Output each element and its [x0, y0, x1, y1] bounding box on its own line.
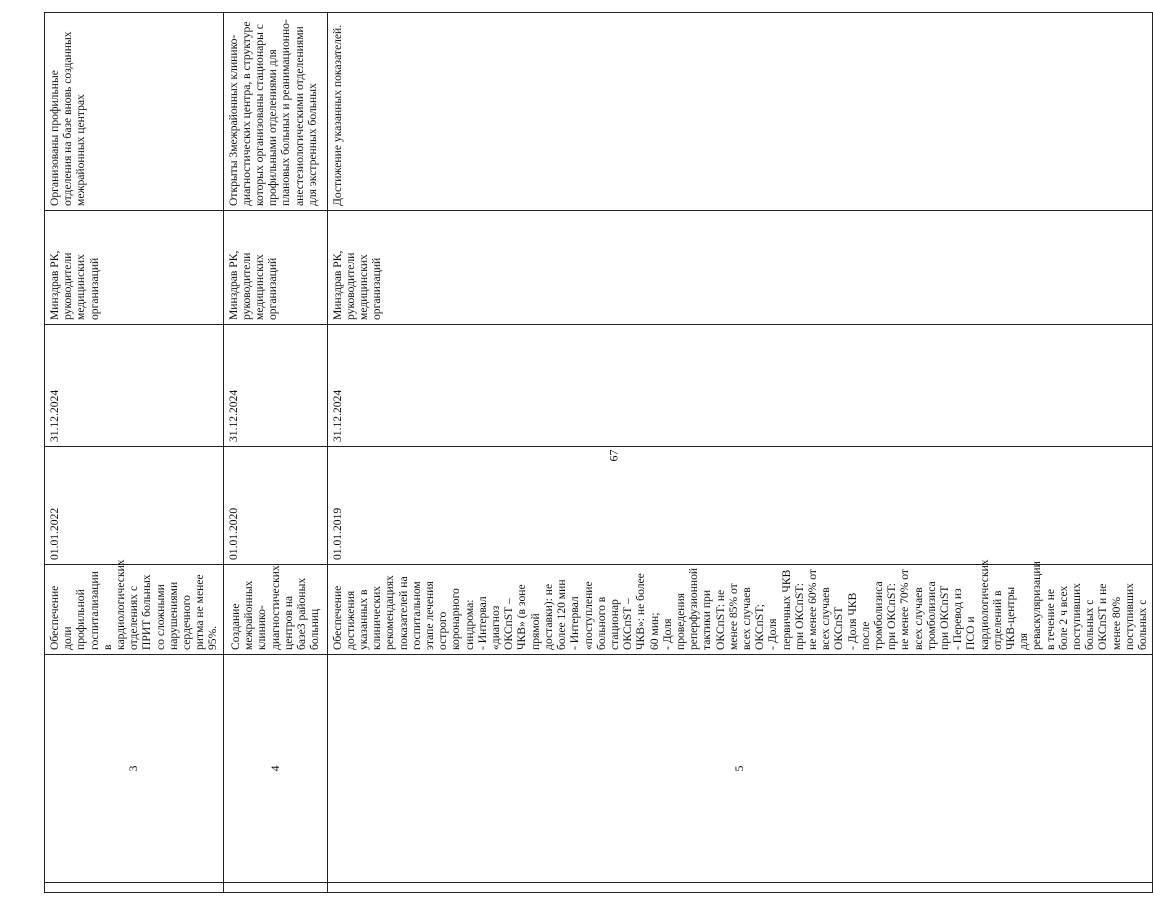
spacer-cell — [45, 883, 224, 893]
task-line: - Доля ЧКВ после тромболизиса при ОКСпST: не менее 70% от всех случаев тромболизиса при ОКСпST — [845, 569, 951, 650]
start-date-cell: 01.01.2022 — [45, 447, 224, 565]
table-row — [45, 13, 224, 893]
result-cell: Достижение указанных показателей. — [327, 13, 1153, 211]
table-row — [223, 13, 327, 893]
task-cell: Создание межрайонных клинико-диагностических центров на базе3 районых больниц — [223, 565, 327, 655]
end-date-cell: 31.12.2024 — [327, 325, 1153, 447]
task-line: Обеспечение достижения указанных в клинических рекомендациях показателей на госпитальном этапе лечения острого коронарного синдрома: — [330, 575, 476, 650]
page-number: 67 — [606, 449, 621, 462]
end-date-cell: 31.12.2024 — [45, 325, 224, 447]
spacer-cell — [327, 883, 1153, 893]
task-line: - Доля проведения реперфузионной тактики при ОКСпST: не менее 85% от всех случаев ОКСпST; — [660, 567, 767, 650]
responsible-cell: Минздрав РК, руководители медицинских организаций — [45, 211, 224, 325]
start-date-cell: 01.01.2020 — [223, 447, 327, 565]
rotated-table-sheet — [44, 13, 1150, 893]
task-cell: Обеспечение доли профильной госпитализации в кардиологических отделениях с ПРИТ больных со сложными нарушениями сердечного ритма не менее 95%. — [45, 565, 224, 655]
measures-table — [44, 12, 1153, 893]
task-cell — [327, 559, 1153, 655]
responsible-cell: Минздрав РК, руководители медицинских организаций — [223, 211, 327, 325]
row-number: 4 — [223, 655, 327, 883]
row-number: 3 — [45, 655, 224, 883]
task-line: - Интервал «поступление больного в стационар ОКСпST – ЧКВ»: не более 60 мин; — [568, 573, 661, 650]
result-cell: Организованы профильные отделения на базе вновь созданных межрайонных центрах — [45, 13, 224, 211]
row-number: 5 — [327, 655, 1153, 883]
task-line: - Интервал «диагноз ОКСпST – ЧКВ» (в зоне прямой доставки): не более 120 мин — [475, 579, 569, 650]
spacer-cell — [223, 883, 327, 893]
task-line: - Перевод из ПСО и кардиологических отделений в ЧКВ-центры для реваскуляризации в течение не боле 2 ч всех поступивших больных с ОКСпST и не менее 80% поступивших больных с — [951, 559, 1150, 650]
responsible-cell: Минздрав РК, руководители медицинских организаций — [327, 211, 1153, 325]
start-date-cell: 01.01.2019 — [327, 447, 1153, 565]
end-date-cell: 31.12.2024 — [223, 325, 327, 447]
table-row — [327, 13, 1153, 893]
result-cell: Открыты 3межрайонных клинико-диагностических центра, в структуре которых организованы стационары с профильными отделениями для плановых больных и реанимационно-анестезиологическими отделениями для экстренных больных — [223, 13, 327, 211]
task-line: - Доля первичных ЧКВ при ОКСпST: не менее 60% от всех случаев ОКСпST — [766, 569, 846, 650]
